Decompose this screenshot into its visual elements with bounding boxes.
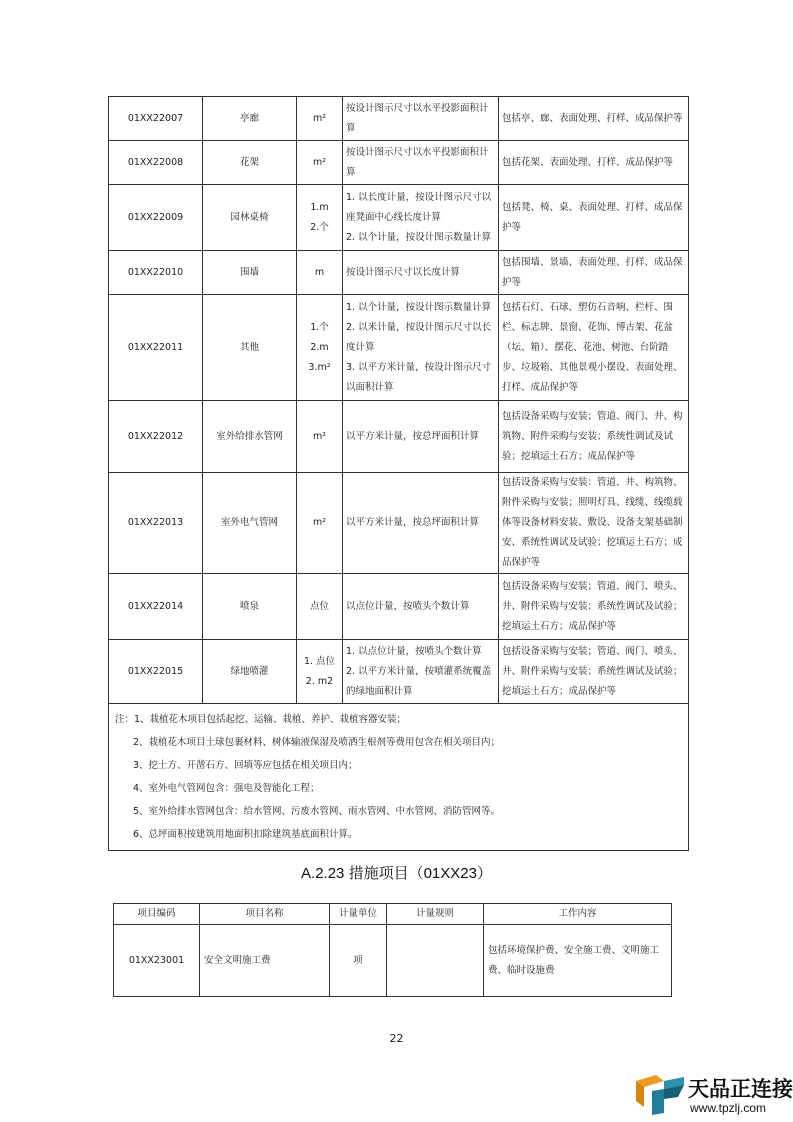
cell-code: 01XX22012 — [109, 401, 203, 473]
table-row — [109, 295, 689, 401]
cell-unit: m² — [297, 97, 343, 141]
cell-unit: m² — [297, 473, 343, 574]
cell-content: 包括环境保护费、安全施工费、文明施工费、临时设施费 — [484, 925, 672, 997]
cell-rule: 以平方米计量，按总坪面积计算 — [343, 473, 499, 574]
table-row — [109, 141, 689, 185]
cell-code: 01XX23001 — [114, 925, 200, 997]
table-row — [109, 574, 689, 640]
cell-name: 绿地喷灌 — [203, 640, 297, 704]
header-rule: 计量规则 — [387, 904, 484, 925]
cell-content: 包括石灯、石球、塑仿石音响、栏杆、围栏、标志牌、景窗、花饰、博古架、花盆（坛、箱）、摆花、花池、树池、台阶踏步、垃圾箱、其他景观小摆设、表面处理、打样、成品保护等 — [499, 295, 689, 401]
cell-name: 园林桌椅 — [203, 185, 297, 251]
cell-name: 室外电气管网 — [203, 473, 297, 574]
cell-name: 室外给排水管网 — [203, 401, 297, 473]
cell-content: 包括亭、廊、表面处理、打样、成品保护等 — [499, 97, 689, 141]
cell-rule: 1. 以长度计量，按设计图示尺寸以座凳面中心线长度计算 2. 以个计量，按设计图示数量计算 — [343, 185, 499, 251]
cell-unit: m² — [297, 401, 343, 473]
cell-rule: 以平方米计量，按总坪面积计算 — [343, 401, 499, 473]
cell-unit: 项 — [330, 925, 387, 997]
note-line: 3、挖土方、开凿石方、回填等应包括在相关项目内； — [133, 760, 358, 771]
cell-unit: 1. 点位 2. m2 — [297, 640, 343, 704]
header-content: 工作内容 — [484, 904, 672, 925]
measures-table — [113, 903, 672, 997]
cell-name: 围墙 — [203, 251, 297, 295]
cell-content: 包括凳、椅、桌、表面处理、打样、成品保护等 — [499, 185, 689, 251]
table-row — [109, 251, 689, 295]
cell-content: 包括围墙、景墙、表面处理、打样、成品保护等 — [499, 251, 689, 295]
cell-rule: 按设计图示尺寸以水平投影面积计算 — [343, 141, 499, 185]
cell-content: 包括设备采购与安装；管道、阀门、井、构筑物、附件采购与安装；系统性调试及试验；挖填运土石方；成品保护等 — [499, 401, 689, 473]
cell-code: 01XX22010 — [109, 251, 203, 295]
cell-name: 其他 — [203, 295, 297, 401]
cell-unit: 点位 — [297, 574, 343, 640]
cell-rule: 以点位计量，按喷头个数计算 — [343, 574, 499, 640]
cell-content: 包括设备采购与安装：管道、井、构筑物、附件采购与安装；照明灯具、线缆、线缆载体等设备材料安装、敷设、设备支架基础制安、系统性调试及试验；挖填运土石方；成品保护等 — [499, 473, 689, 574]
notes-row — [109, 704, 689, 851]
cell-name: 安全文明施工费 — [200, 925, 330, 997]
cell-name: 喷泉 — [203, 574, 297, 640]
note-line: 注：1、栽植花木项目包括起挖、运输、栽植、养护、栽植容器安装； — [115, 714, 407, 725]
cell-content: 包括设备采购与安装；管道、阀门、喷头、井、附件采购与安装；系统性调试及试验；挖填运土石方；成品保护等 — [499, 574, 689, 640]
cell-rule: 按设计图示尺寸以水平投影面积计算 — [343, 97, 499, 141]
cell-code: 01XX22009 — [109, 185, 203, 251]
site-logo[interactable] — [634, 1073, 793, 1117]
cell-unit: m² — [297, 141, 343, 185]
cell-unit: 1.m 2.个 — [297, 185, 343, 251]
header-unit: 计量单位 — [330, 904, 387, 925]
note-line: 5、室外给排水管网包含：给水管网、污废水管网、雨水管网、中水管网、消防管网等。 — [133, 806, 501, 817]
table-notes — [109, 704, 689, 851]
cell-content: 包括花架、表面处理、打样、成品保护等 — [499, 141, 689, 185]
table-row — [109, 185, 689, 251]
header-code: 项目编码 — [114, 904, 200, 925]
table-row — [109, 97, 689, 141]
cell-code: 01XX22007 — [109, 97, 203, 141]
cell-unit: m — [297, 251, 343, 295]
note-line: 2、栽植花木项目土球包裹材料、树体输液保湿及喷洒生根剂等费用包含在相关项目内； — [133, 737, 501, 748]
cell-name: 花架 — [203, 141, 297, 185]
cell-code: 01XX22008 — [109, 141, 203, 185]
table-row — [109, 640, 689, 704]
note-line: 4、室外电气管网包含：强电及智能化工程； — [133, 783, 320, 794]
note-line: 6、总坪面积按建筑用地面积扣除建筑基底面积计算。 — [133, 829, 358, 840]
header-name: 项目名称 — [200, 904, 330, 925]
items-table — [108, 96, 689, 851]
table-row — [109, 401, 689, 473]
cell-rule: 1. 以个计量，按设计图示数量计算 2. 以米计量，按设计图示尺寸以长度计算 3. 以平方米计量，按设计图示尺寸以面积计算 — [343, 295, 499, 401]
section-title: A.2.23 措施项目（01XX23） — [301, 865, 492, 882]
cell-code: 01XX22011 — [109, 295, 203, 401]
cell-code: 01XX22015 — [109, 640, 203, 704]
cell-rule — [387, 925, 484, 997]
logo-url: www.tpzlj.com — [690, 1101, 767, 1115]
cell-code: 01XX22014 — [109, 574, 203, 640]
cell-code: 01XX22013 — [109, 473, 203, 574]
cell-name: 亭廊 — [203, 97, 297, 141]
table-row — [109, 473, 689, 574]
cell-unit: 1.个 2.m 3.m² — [297, 295, 343, 401]
cell-rule: 按设计图示尺寸以长度计算 — [343, 251, 499, 295]
page-number: 22 — [389, 1032, 404, 1045]
logo-name: 天品正连接 — [688, 1077, 793, 1101]
logo-cube-icon — [634, 1075, 686, 1115]
cell-rule: 1. 以点位计量，按喷头个数计算 2. 以平方米计量，按喷灌系统覆盖的绿地面积计算 — [343, 640, 499, 704]
cell-content: 包括设备采购与安装；管道、阀门、喷头、井、附件采购与安装；系统性调试及试验；挖填运土石方；成品保护等 — [499, 640, 689, 704]
